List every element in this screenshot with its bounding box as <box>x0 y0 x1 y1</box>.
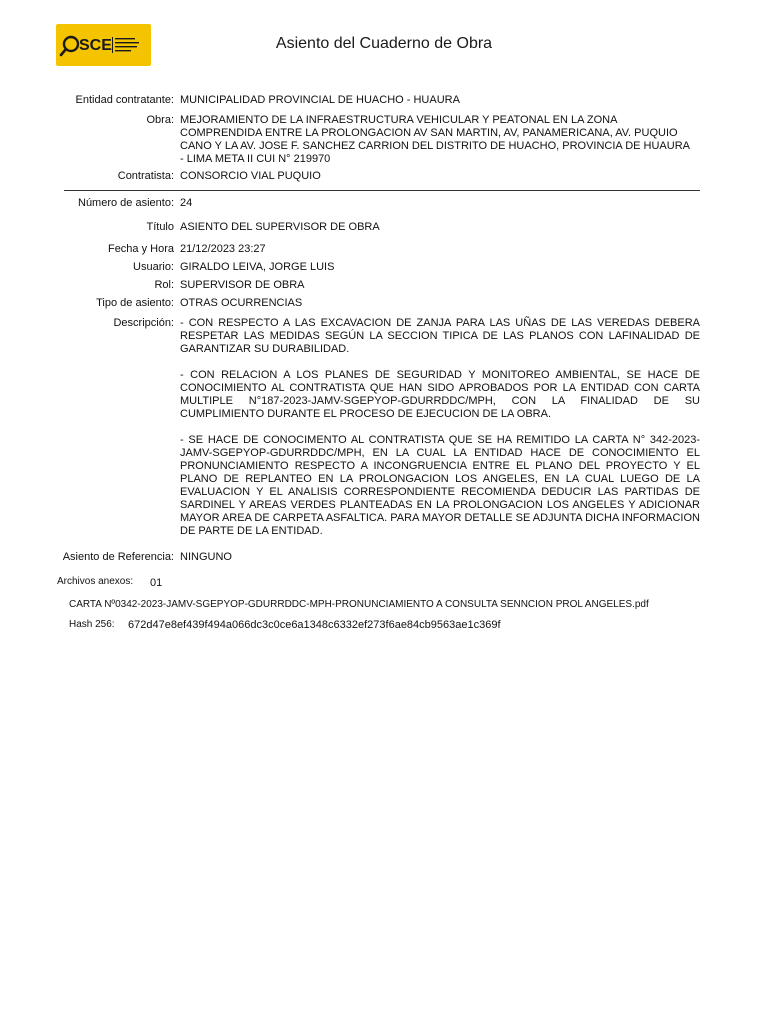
entidad-value: MUNICIPALIDAD PROVINCIAL DE HUACHO - HUAURA <box>180 94 460 106</box>
asiento-referencia-value: NINGUNO <box>180 551 232 563</box>
descripcion-paragraph: - SE HACE DE CONOCIMENTO AL CONTRATISTA QUE SE HA REMITIDO LA CARTA N° 342-2023-JAMV-SGEPYOP-GDURRDDC/MPH, EN LA CUAL LA ENTIDAD HACE DE CONOCIMIENTO EL PRONUNCIAMIENTO RESPECTO A INCONGRUENCIA ENTRE EL PLANO DEL PROYECTO Y EL PLANO DE REPLANTEO EN LA PROLONGACION LOS ANGELES, EN LA CUAL LUEGO DE LA EVALUACION Y EL ANALISIS CORRESPONDIENTE RECOMIENDA DEDUCIR LAS PARTIDAS DE SARDINEL Y AREAS VERDES PLANTEADAS EN LA PROLONGACION LOS ANGELES Y ADICIONAR MAYOR AREA DE CARPETA ASFALTICA. PARA MAYOR DETALLE SE ADJUNTA DICHA INFORMACION DE PARTE DE LA ENTIDAD. <box>180 434 700 537</box>
descripcion-label: Descripción: <box>113 317 174 329</box>
fecha-hora-label: Fecha y Hora <box>107 243 174 255</box>
hash-value: 672d47e8ef439f494a066dc3c0ce6a1348c6332ef273f6ae84cb9563ae1c369f <box>128 619 501 631</box>
usuario-value: GIRALDO LEIVA, JORGE LUIS <box>180 261 335 273</box>
descripcion-paragraph: - CON RESPECTO A LAS EXCAVACION DE ZANJA PARA LAS UÑAS DE LAS VEREDAS DEBERA RESPETAR LAS MEDIDAS SEGÚN LA SECCION TIPICA DE LAS PLANOS CON LAFINALIDAD DE GARANTIZAR SU DURABILIDAD. <box>180 317 700 355</box>
usuario-label: Usuario: <box>133 261 174 273</box>
rol-value: SUPERVISOR DE OBRA <box>180 279 305 291</box>
logo-text: SCE <box>79 37 112 54</box>
obra-label: Obra: <box>146 114 174 126</box>
osce-logo-graphic <box>56 24 151 66</box>
document-title: Asiento del Cuaderno de Obra <box>275 35 493 52</box>
titulo-label: Título <box>146 221 174 233</box>
entidad-label: Entidad contratante: <box>75 94 174 106</box>
archivos-anexos-label: Archivos anexos: <box>57 576 134 587</box>
tipo-asiento-label: Tipo de asiento: <box>96 297 174 309</box>
section-divider <box>64 190 700 191</box>
osce-logo <box>56 24 151 66</box>
titulo-value: ASIENTO DEL SUPERVISOR DE OBRA <box>180 221 380 233</box>
numero-asiento-value: 24 <box>180 197 193 209</box>
obra-value: MEJORAMIENTO DE LA INFRAESTRUCTURA VEHICULAR Y PEATONAL EN LA ZONA COMPRENDIDA ENTRE LA PROLONGACION AV SAN MARTIN, AV, PANAMERICANA, AV. PUQUIO CANO Y LA AV. JOSE F. SANCHEZ CARRION DEL DISTRITO DE HUACHO, PROVINCIA DE HUAURA - LIMA META II CUI N° 219970 <box>180 114 690 165</box>
fecha-hora-value: 21/12/2023 23:27 <box>180 243 266 255</box>
hash-label: Hash 256: <box>69 619 115 630</box>
contratista-label: Contratista: <box>117 170 174 182</box>
descripcion-body <box>180 317 700 551</box>
archivos-anexos-count: 01 <box>150 577 163 589</box>
numero-asiento-label: Número de asiento: <box>78 197 174 209</box>
descripcion-paragraph: - CON RELACION A LOS PLANES DE SEGURIDAD Y MONITOREO AMBIENTAL, SE HACE DE CONOCIMIENTO AL CONTRATISTA QUE HAN SIDO APROBADOS POR LA ENTIDAD CON CARTA MULTIPLE N°187-2023-JAMV-SGEPYOP-GDURRDDC/MPH, CON LA FINALIDAD DE SU CUMPLIMIENTO DURANTE EL PROCESO DE EJECUCION DE LA OBRA. <box>180 369 700 420</box>
attachment-file-link[interactable]: CARTA Nº0342-2023-JAMV-SGEPYOP-GDURRDDC-MPH-PRONUNCIAMIENTO A CONSULTA SENNCION PROL ANGELES.pdf <box>69 599 649 610</box>
rol-label: Rol: <box>154 279 174 291</box>
tipo-asiento-value: OTRAS OCURRENCIAS <box>180 297 303 309</box>
asiento-referencia-label: Asiento de Referencia: <box>62 551 174 563</box>
contratista-value: CONSORCIO VIAL PUQUIO <box>180 170 321 182</box>
